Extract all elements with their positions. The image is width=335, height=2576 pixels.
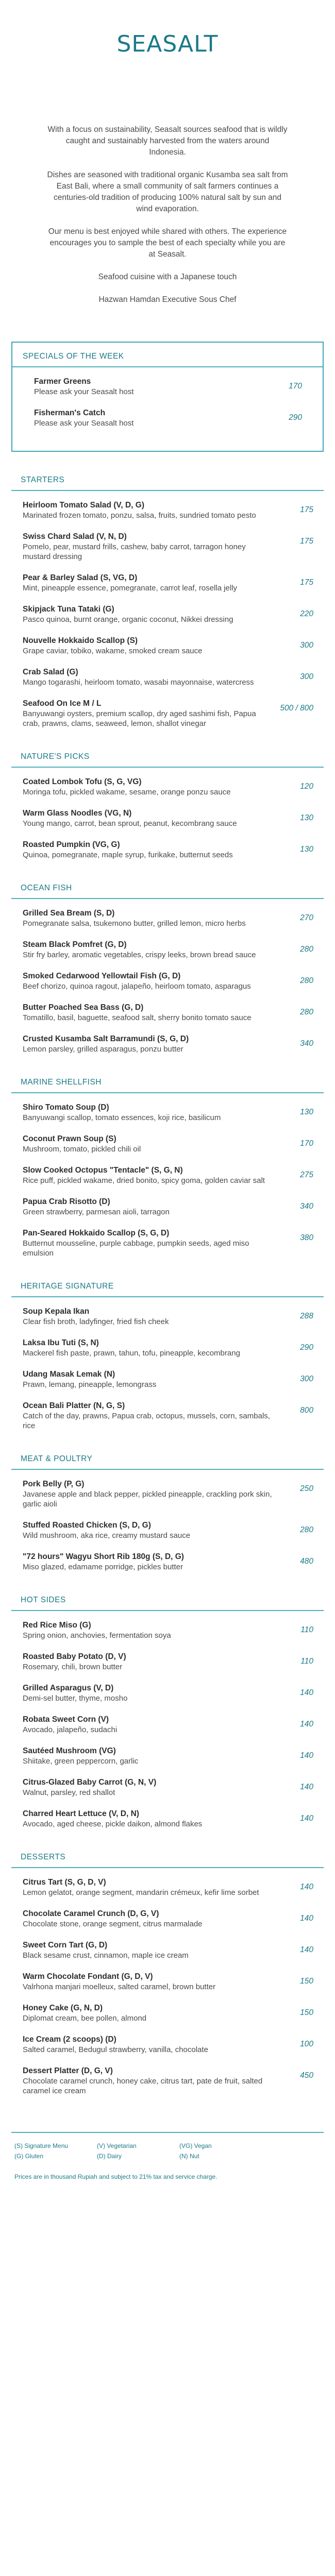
menu-item (23, 1520, 313, 1540)
section-items (11, 500, 324, 728)
section-title: HERITAGE SIGNATURE (21, 1282, 114, 1291)
section-divider (12, 366, 323, 367)
menu-item (23, 840, 313, 860)
intro-paragraph: Our menu is best enjoyed while shared with others. The experience encourages you to sample the best of each specialty while you are at Seasalt. (48, 227, 287, 259)
menu-item (23, 1369, 313, 1389)
item-price: 140 (300, 1751, 313, 1760)
item-description: Mackerel fish paste, prawn, tahun, tofu, pineapple, kecombrang (23, 1349, 240, 1358)
menu-item (23, 1003, 313, 1023)
item-price: 170 (300, 1139, 313, 1148)
legend-item: (G) Gluten (14, 2153, 44, 2160)
item-description: Avocado, aged cheese, pickle daikon, almond flakes (23, 1820, 203, 1828)
legend-item: (D) Dairy (97, 2153, 122, 2160)
item-name: Fisherman's Catch (34, 409, 106, 417)
item-description: Pomelo, pear, mustard frills, cashew, baby carrot, tarragon honey mustard dressing (23, 543, 246, 561)
menu-item (23, 1134, 313, 1154)
item-description: Shiitake, green peppercorn, garlic (23, 1757, 139, 1766)
item-price: 300 (300, 672, 313, 681)
item-description: Banyuwangi scallop, tomato essences, koji rice, basilicum (23, 1113, 221, 1122)
item-name: Soup Kepala Ikan (23, 1307, 90, 1316)
item-name: Citrus Tart (S, G, D, V) (23, 1878, 106, 1887)
item-description: Green strawberry, parmesan aioli, tarragon (23, 1208, 170, 1216)
item-name: Nouvelle Hokkaido Scallop (S) (23, 636, 138, 645)
chef-signature: Hazwan Hamdan Executive Sous Chef (98, 295, 237, 304)
section-divider (11, 1092, 324, 1093)
item-price: 110 (300, 1625, 313, 1634)
section-divider (11, 1867, 324, 1868)
item-name: Coated Lombok Tofu (S, G, VG) (23, 777, 142, 786)
item-name: Smoked Cedarwood Yellowtail Fish (G, D) (23, 972, 181, 980)
section-items (11, 908, 324, 1054)
menu-item (23, 971, 313, 991)
item-description: Young mango, carrot, bean sprout, peanut, kecombrang sauce (23, 819, 237, 828)
menu-item (23, 1715, 313, 1735)
menu-item (23, 1228, 313, 1258)
item-price: 175 (300, 505, 313, 514)
item-name: Laksa Ibu Tuti (S, N) (23, 1338, 99, 1347)
item-name: Crusted Kusamba Salt Barramundi (S, G, D) (23, 1035, 189, 1043)
item-name: Robata Sweet Corn (V) (23, 1715, 109, 1724)
item-price: 270 (300, 913, 313, 922)
item-name: Crab Salad (G) (23, 668, 78, 676)
item-name: Sautéed Mushroom (VG) (23, 1747, 116, 1755)
item-description: Clear fish broth, ladyfinger, fried fish cheek (23, 1317, 169, 1326)
section-title: HOT SIDES (21, 1596, 66, 1604)
item-name: Pan-Seared Hokkaido Scallop (S, G, D) (23, 1229, 170, 1238)
intro-tagline: Seafood cuisine with a Japanese touch (98, 273, 237, 281)
menu-section (0, 1596, 335, 1829)
item-price: 175 (300, 537, 313, 546)
item-description: Prawn, lemang, pineapple, lemongrass (23, 1380, 157, 1389)
item-name: Citrus-Glazed Baby Carrot (G, N, V) (23, 1778, 157, 1787)
item-name: Pork Belly (P, G) (23, 1480, 85, 1488)
item-price: 140 (300, 1720, 313, 1728)
item-price: 140 (300, 1783, 313, 1791)
item-name: Warm Glass Noodles (VG, N) (23, 809, 132, 818)
menu-item (23, 1479, 313, 1509)
specials-box (11, 342, 324, 452)
menu-item (23, 1652, 313, 1672)
item-price: 480 (300, 1557, 313, 1566)
item-description: Black sesame crust, cinnamon, maple ice cream (23, 1951, 189, 1960)
menu-section (0, 476, 335, 728)
item-description: Please ask your Seasalt host (34, 387, 134, 396)
section-items (11, 1877, 324, 2096)
section-title: NATURE'S PICKS (21, 752, 90, 761)
brand-logo (0, 31, 335, 57)
item-description: Rosemary, chili, brown butter (23, 1663, 123, 1671)
item-name: Coconut Prawn Soup (S) (23, 1134, 116, 1143)
item-name: Swiss Chard Salad (V, N, D) (23, 532, 127, 541)
menu-item (23, 1338, 313, 1358)
menu-item (23, 1401, 313, 1431)
item-price: 290 (300, 1343, 313, 1352)
item-name: Red Rice Miso (G) (23, 1621, 91, 1630)
item-name: Pear & Barley Salad (S, VG, D) (23, 573, 138, 582)
menu-item (23, 777, 313, 797)
item-name: Stuffed Roasted Chicken (S, D, G) (23, 1521, 151, 1530)
menu-section (0, 884, 335, 1054)
item-price: 275 (300, 1171, 313, 1179)
item-name: Skipjack Tuna Tataki (G) (23, 605, 114, 614)
item-description: Catch of the day, prawns, Papua crab, octopus, mussels, corn, sambals, rice (23, 1412, 270, 1430)
item-price: 120 (300, 782, 313, 791)
item-price: 250 (300, 1484, 313, 1493)
item-description: Wild mushroom, aka rice, creamy mustard sauce (23, 1531, 191, 1540)
menu-section (0, 1282, 335, 1431)
menu-item (23, 1034, 313, 1054)
menu-item (23, 699, 313, 728)
item-price: 280 (300, 945, 313, 954)
item-description: Mango togarashi, heirloom tomato, wasabi mayonnaise, watercress (23, 678, 254, 687)
item-description: Moringa tofu, pickled wakame, sesame, orange ponzu sauce (23, 788, 231, 796)
item-price: 340 (300, 1202, 313, 1211)
menu-item (23, 908, 313, 928)
item-price: 140 (300, 1688, 313, 1697)
item-name: Udang Masak Lemak (N) (23, 1370, 115, 1379)
item-price: 450 (300, 2071, 313, 2080)
item-price: 140 (300, 1945, 313, 1954)
menu-item (23, 940, 313, 960)
dietary-legend (11, 2132, 324, 2180)
item-price: 130 (300, 845, 313, 854)
item-description: Banyuwangi oysters, premium scallop, dry aged sashimi fish, Papua crab, prawns, clams, seaweed, lemon, shallot vinegar (23, 709, 256, 728)
item-description: Avocado, jalapeño, sudachi (23, 1725, 118, 1734)
menu-item (23, 1683, 313, 1703)
item-name: Ice Cream (2 scoops) (D) (23, 2035, 116, 2044)
menu-item (23, 1165, 313, 1185)
menu-item (23, 667, 313, 687)
section-title: SPECIALS OF THE WEEK (23, 352, 124, 361)
menu-item (23, 604, 313, 624)
intro-paragraph: Dishes are seasoned with traditional organic Kusamba sea salt from East Bali, where a small community of salt farmers continues a centuries-old tradition of producing 100% natural salt by sun and wind evaporation. (47, 171, 288, 213)
item-price: 220 (300, 609, 313, 618)
item-description: Please ask your Seasalt host (34, 419, 134, 428)
section-title: MEAT & POULTRY (21, 1454, 93, 1463)
item-name: Papua Crab Risotto (D) (23, 1197, 110, 1206)
item-name: Honey Cake (G, N, D) (23, 2004, 103, 2012)
item-description: Mint, pineapple essence, pomegranate, carrot leaf, rosella jelly (23, 584, 238, 592)
item-description: Javanese apple and black pepper, pickled pineapple, crackling pork skin, garlic aioli (23, 1490, 272, 1509)
item-description: Grape caviar, tobiko, wakame, smoked cream sauce (23, 647, 203, 655)
item-price: 300 (300, 641, 313, 650)
item-name: Shiro Tomato Soup (D) (23, 1103, 109, 1112)
item-name: Slow Cooked Octopus "Tentacle" (S, G, N) (23, 1166, 183, 1175)
menu-item (23, 1746, 313, 1766)
item-price: 140 (300, 1814, 313, 1823)
section-title: OCEAN FISH (21, 884, 72, 892)
menu-item (23, 500, 313, 520)
item-price: 280 (300, 1526, 313, 1534)
section-divider (11, 1296, 324, 1297)
item-price: 150 (300, 1977, 313, 1986)
brand-name: SEASALT (116, 31, 219, 57)
item-price: 300 (300, 1375, 313, 1383)
item-name: Roasted Baby Potato (D, V) (23, 1652, 126, 1661)
item-description: Butternut mousseline, purple cabbage, pumpkin seeds, aged miso emulsion (23, 1239, 249, 1258)
item-description: Chocolate caramel crunch, honey cake, citrus tart, pate de fruit, salted caramel ice cream (23, 2077, 263, 2095)
item-price: 140 (300, 1883, 313, 1891)
menu-item (23, 636, 313, 656)
item-description: Demi-sel butter, thyme, mosho (23, 1694, 128, 1703)
menu-section (0, 1454, 335, 1572)
item-description: Beef chorizo, quinoa ragout, jalapeño, heirloom tomato, asparagus (23, 982, 251, 991)
item-name: Heirloom Tomato Salad (V, D, G) (23, 501, 144, 510)
section-divider (11, 1610, 324, 1611)
section-items (11, 1103, 324, 1258)
item-price: 288 (300, 1312, 313, 1320)
price-note: Prices are in thousand Rupiah and subject to 21% tax and service charge. (14, 2173, 217, 2180)
item-price: 110 (300, 1657, 313, 1666)
item-name: Grilled Asparagus (V, D) (23, 1684, 114, 1692)
section-items (11, 1479, 324, 1572)
item-description: Walnut, parsley, red shallot (23, 1788, 115, 1797)
item-description: Mushroom, tomato, pickled chili oil (23, 1145, 141, 1154)
menu-item (23, 2066, 313, 2096)
item-price: 340 (300, 1039, 313, 1048)
menu-item (23, 2035, 313, 2055)
item-name: Ocean Bali Platter (N, G, S) (23, 1401, 125, 1410)
legend-item: (VG) Vegan (179, 2142, 212, 2149)
item-price: 290 (289, 413, 302, 422)
item-price: 280 (300, 976, 313, 985)
item-price: 140 (300, 1914, 313, 1923)
item-price: 150 (300, 2008, 313, 2017)
item-description: Lemon gelatot, orange segment, mandarin crémeux, kefir lime sorbet (23, 1888, 259, 1897)
intro-paragraph: With a focus on sustainability, Seasalt sources seafood that is wildly caught and sustainably harvested from the waters around Indonesia. (47, 125, 288, 157)
item-name: Grilled Sea Bream (S, D) (23, 909, 115, 918)
section-title: MARINE SHELLFISH (21, 1078, 102, 1087)
section-divider (11, 490, 324, 491)
menu-sections (0, 476, 335, 2096)
item-name: Seafood On Ice M / L (23, 699, 102, 708)
item-name: Farmer Greens (34, 377, 91, 386)
item-name: Chocolate Caramel Crunch (D, G, V) (23, 1909, 159, 1918)
menu-item (23, 1620, 313, 1640)
specials-list (23, 377, 312, 428)
menu-item (23, 573, 313, 593)
section-divider (11, 767, 324, 768)
item-price: 100 (300, 2040, 313, 2048)
item-name: Butter Poached Sea Bass (G, D) (23, 1003, 144, 1012)
section-title: STARTERS (21, 476, 65, 484)
item-description: Valrhona manjari moelleux, salted caramel, brown butter (23, 1982, 216, 1991)
item-description: Diplomat cream, bee pollen, almond (23, 2014, 147, 2023)
item-description: Chocolate stone, orange segment, citrus marmalade (23, 1920, 203, 1928)
item-description: Marinated frozen tomato, ponzu, salsa, fruits, sundried tomato pesto (23, 511, 256, 520)
item-price: 130 (300, 1108, 313, 1116)
section-divider (11, 898, 324, 899)
item-name: Warm Chocolate Fondant (G, D, V) (23, 1972, 153, 1981)
item-description: Salted caramel, Bedugul strawberry, vanilla, chocolate (23, 2045, 208, 2054)
section-items (11, 1307, 324, 1431)
menu-section (0, 752, 335, 860)
item-description: Tomatillo, basil, baguette, seafood salt, sherry bonito tomato sauce (23, 1013, 252, 1022)
item-price: 500 / 800 (280, 704, 313, 713)
menu-item (23, 1777, 313, 1798)
section-items (11, 777, 324, 860)
item-price: 380 (300, 1233, 313, 1242)
section-items (11, 1620, 324, 1829)
menu-item (34, 377, 302, 397)
item-price: 800 (300, 1406, 313, 1415)
item-price: 130 (300, 814, 313, 822)
section-title: DESSERTS (21, 1853, 66, 1861)
legend-grid (11, 2142, 324, 2160)
menu-item (23, 1940, 313, 1960)
menu-item (34, 408, 302, 428)
item-description: Stir fry barley, aromatic vegetables, crispy leeks, brown bread sauce (23, 951, 256, 959)
item-name: Steam Black Pomfret (G, D) (23, 940, 127, 949)
menu-section (0, 1853, 335, 2096)
menu-section (0, 1078, 335, 1258)
legend-item: (V) Vegetarian (97, 2142, 137, 2149)
item-name: Charred Heart Lettuce (V, D, N) (23, 1809, 139, 1818)
item-description: Pomegranate salsa, tsukemono butter, grilled lemon, micro herbs (23, 919, 246, 928)
menu-item (23, 1877, 313, 1897)
menu-item (23, 1552, 313, 1572)
item-name: Sweet Corn Tart (G, D) (23, 1941, 108, 1950)
intro (46, 124, 289, 306)
legend-item: (S) Signature Menu (14, 2142, 69, 2149)
item-price: 175 (300, 578, 313, 587)
menu-item (23, 532, 313, 562)
item-description: Pasco quinoa, burnt orange, organic coconut, Nikkei dressing (23, 615, 233, 624)
menu-item (23, 808, 313, 828)
item-description: Spring onion, anchovies, fermentation soya (23, 1631, 171, 1640)
item-description: Lemon parsley, grilled asparagus, ponzu butter (23, 1045, 183, 1054)
menu-item (23, 1972, 313, 1992)
menu-item (23, 1197, 313, 1217)
menu-item (23, 1909, 313, 1929)
menu-item (23, 1103, 313, 1123)
item-price: 170 (289, 382, 302, 391)
item-description: Rice puff, pickled wakame, dried bonito, spicy goma, golden caviar salt (23, 1176, 265, 1185)
legend-item: (N) Nut (179, 2153, 199, 2160)
item-name: "72 hours" Wagyu Short Rib 180g (S, D, G) (23, 1552, 184, 1561)
item-name: Roasted Pumpkin (VG, G) (23, 840, 120, 849)
menu-item (23, 1809, 313, 1829)
item-description: Miso glazed, edamame porridge, pickles butter (23, 1563, 183, 1571)
item-description: Quinoa, pomegranate, maple syrup, furikake, butternut seeds (23, 851, 233, 859)
menu-item (23, 1307, 313, 1327)
item-price: 280 (300, 1008, 313, 1016)
item-name: Dessert Platter (D, G, V) (23, 2066, 113, 2075)
section-divider (11, 1469, 324, 1470)
menu-item (23, 2003, 313, 2023)
